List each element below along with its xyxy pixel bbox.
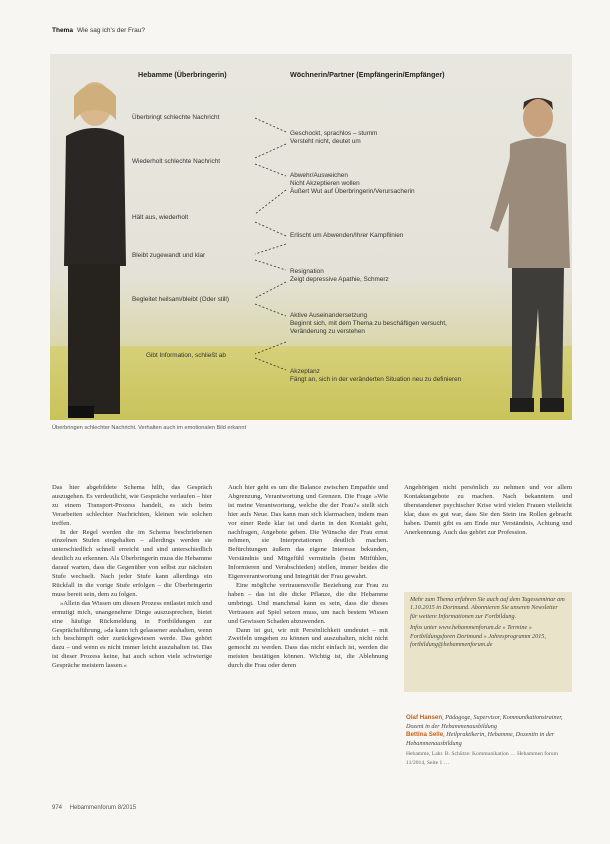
col2-paragraph-3: Dann ist gut, wir mit Persönlichkeit umdeutet – mit Zweifeln umgehen zu können und auszuhalten, nicht nicht gemocht zu werden. Dass das nicht einfach ist, werden die meisten bestätigen können. Wichtig ist, die Ablehnung durch die Frau oder deren [228,626,388,670]
left-step-3: Hält aus, wiederholt [132,214,189,221]
info-box-text-2: Infos unter www.hebammenforum.de » Termine » Fortbildungsforen Dortmund » Jahresprogramm 2015, fortbildung@hebammenforum.de [410,624,546,649]
figure-photo [50,54,572,420]
left-step-5: Begleitet heilsam/bleibt (Oder still) [132,296,229,303]
right-heading: Wöchnerin/Partner (Empfängerin/Empfänger) [290,70,445,79]
text-column-1 [52,484,212,671]
left-step-6: Gibt Information, schließt ab [146,352,226,359]
header-title: Wie sag ich's der Frau? [76,27,146,34]
journal-name: Hebammenforum 8/2015 [69,805,137,811]
author-desc-2: , Heilpraktikerin, Hebamme, Dozentin in der Hebammenausbildung [406,731,555,747]
header-label: Thema [52,27,73,34]
right-step-6: Akzeptanz Fängt an, sich in der veränderten Situation neu zu definieren [290,368,462,383]
running-header [52,27,145,34]
page-number: 974 [52,805,63,811]
page-footer [52,805,136,811]
author-desc-1: , Pädagoge, Supervisor, Kommunikationstrainer, Dozent in der Hebammenausbildung [406,714,563,730]
col1-paragraph-1: Das hier abgebildete Schema hilft, das Gespräch auszugehen. Es verdeutlicht, wie Gespräche verlaufen – hier zu einem Transport-Prozess handelt, es sich beim Verarbeiten schlechter Nachrichten, kleinen wie solchen treffen. [52,484,212,527]
col2-paragraph-2: Eine mögliche vertrauensvolle Beziehung zur Frau zu haben – das ist die dicke Pflanze, die die Hebamme umbringt. Und manchmal kann es sein, dass die dieses Vertrauen auf Spiel setzen muss, um nach bestem Wissen und Gewissen Schaden abzuwenden. [228,581,388,625]
author-block [406,714,572,768]
info-box [404,592,572,692]
left-step-4: Bleibt zugewandt und klar [132,252,206,259]
col2-paragraph-1: Auch hier geht es um die Balance zwischen Empathie und Abgrenzung, Verantwortung und Grenzen. Die Frage »Wie ist meine Verantwortung, welche die der Frau?« stellt sich hier aufs Neue. Das kann man sich klarmachen, indem man vor einer Rede klar ist und darin in den Kontakt geht, nachfragen, Angebote geben. Die Wünsche der Frau ernst nehmen, sie Interpretationen deutlich machen. Befürchtungen äußern das eigene Interesse bekunden, Verständnis und Mitgefühl vermitteln (beim Mitfühlen, Informieren und Verabschieden) stellen, immer beides die Eigenverantwortung und Integrität der Frau gewahrt. [228,484,388,581]
col1-paragraph-3: »Allein das Wissen um diesen Prozess entlastet mich und ermutigt mich, unangenehme Dinge auszusprechen, bietet eine häufige Rückmeldung in Fortbildungen zur Gesprächsführung, »da kann ich gelassener aushalten, wenn ich beschimpft oder zurückgewiesen werde. Das gehört dazu – und wenn es nicht immer leicht auszuhalten ist. Das ist dieser Prozess keine, hat auch schon viele schwierige Gespräche meistern lassen.« [52,599,212,670]
left-heading: Hebamme (Überbringerin) [138,70,227,79]
right-step-1: Geschockt, sprachlos – stumm Versteht nicht, deutet um [290,130,378,145]
right-step-5: Aktive Auseinandersetzung Beginnt sich, mit dem Thema zu beschäftigen versucht, Veränderung zu verstehen [290,312,447,335]
right-step-4: Resignation Zeigt depressive Apathie, Schmerz [290,268,389,283]
figure-caption: Überbringen schlechter Nachricht. Verhalten auch im emotionalen Bild erkannt [52,425,247,431]
author-name-1: Olaf Hansen [406,714,443,721]
col3-paragraph-1: Angehörigen nicht persönlich zu nehmen und vor allem Kontaktangebote zu machen. Nach bekanntem und überstandener psychischer Krise wird vielen Frauen vielleicht klar, dass es gut war, dass Sie den Stein ins Rollen gebracht haben. Damit gibt es am Ende nur Verständnis, Achtung und Anerkennung. Auch das gehört zur Profession. [404,484,572,536]
left-step-1: Überbringt schlechte Nachricht [132,114,220,121]
text-column-3 [404,484,572,537]
right-step-2: Abwehr/Ausweichen Nicht Akzeptieren wollen Äußert Wut auf Überbringerin/Verursacherin [290,172,415,195]
info-box-text-1: Mehr zum Thema erfahren Sie auch auf dem Tagesseminar am 1.10.2015 in Dortmund. Abonnieren Sie unseren Newsletter für weitere Informationen zur Fortbildung. [410,596,565,620]
left-step-2: Wiederholt schlechte Nachricht [132,158,221,165]
author-name-2: Bettina Selle [406,731,444,739]
col1-paragraph-2: In der Regel werden die im Schema beschriebenen einzelnen Stufen eingehalten – allerdings werden sie unterschiedlich schnell erreicht und sind unterschiedlich deutlich zu erkennen. Als Überbringerin muss die Hebamme darauf warten, dass die Gegenüber von selbst zur nächsten Stufe wechselt. Nach jeder Stufe kann allerdings ein Rückfall in die vorige Stufe erfolgen – die Überbringerin muss bereit sein, dem zu folgen. [52,528,212,598]
right-step-3: Erlischt um Abwenden/Ihrer Kampflinien [290,232,404,239]
text-column-2 [228,484,388,671]
author-note: Hebamme, Lahr. B. Schütze: Kommunikation … Hebammen forum 11/2014, Seite 1 … [406,751,558,766]
